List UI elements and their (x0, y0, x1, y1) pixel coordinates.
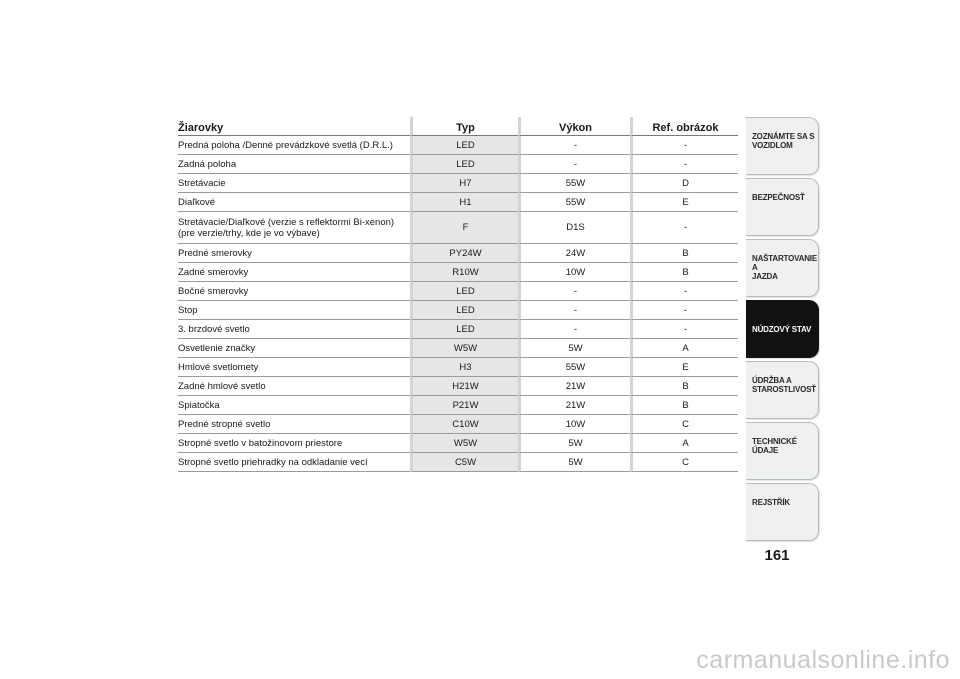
bulb-type: W5W (410, 339, 518, 358)
bulb-name (178, 301, 410, 320)
bulb-power: 5W (518, 453, 630, 472)
bulb-ref: B (630, 244, 738, 263)
table-row (178, 320, 738, 339)
bulb-power: - (518, 282, 630, 301)
bulb-name (178, 155, 410, 174)
bulb-power: - (518, 301, 630, 320)
chapter-tab-label: NAŠTARTOVANIE A (752, 254, 817, 272)
bulb-type: R10W (410, 263, 518, 282)
bulb-name-line: Stropné svetlo priehradky na odkladanie vecí (178, 456, 368, 468)
table-row (178, 244, 738, 263)
bulb-name (178, 415, 410, 434)
bulb-type: PY24W (410, 244, 518, 263)
bulb-name (178, 453, 410, 472)
watermark: carmanualsonline.info (696, 646, 950, 674)
bulb-name-line: Hmlové svetlomety (178, 361, 259, 373)
bulb-type: LED (410, 136, 518, 155)
bulb-name (178, 320, 410, 339)
chapter-tab-label: VOZIDLOM (752, 141, 793, 150)
bulb-name (178, 434, 410, 453)
chapter-tab-label: REJSTŘÍK (752, 498, 790, 507)
table-row (178, 193, 738, 212)
table-row (178, 358, 738, 377)
table-row (178, 377, 738, 396)
bulb-ref: C (630, 415, 738, 434)
bulb-name (178, 212, 410, 244)
bulb-power: 10W (518, 415, 630, 434)
bulb-ref: - (630, 136, 738, 155)
bulb-power: - (518, 320, 630, 339)
bulb-name-line: 3. brzdové svetlo (178, 323, 250, 335)
bulb-ref: C (630, 453, 738, 472)
chapter-tab[interactable] (746, 178, 819, 236)
table-row (178, 396, 738, 415)
table-row (178, 155, 738, 174)
table-row (178, 415, 738, 434)
table-row (178, 282, 738, 301)
chapter-tab[interactable] (746, 422, 819, 480)
bulb-power: - (518, 155, 630, 174)
bulb-ref: B (630, 396, 738, 415)
bulb-power: - (518, 136, 630, 155)
bulb-name-line: Predné stropné svetlo (178, 418, 271, 430)
header-type: Typ (410, 117, 518, 136)
bulb-type: LED (410, 320, 518, 339)
chapter-tab-label: ÚDRŽBA A (752, 376, 792, 385)
bulb-name (178, 193, 410, 212)
bulb-power: D1S (518, 212, 630, 244)
bulb-name-line: Stropné svetlo v batožinovom priestore (178, 437, 343, 449)
header-ref: Ref. obrázok (630, 117, 738, 136)
page-number: 161 (764, 547, 790, 564)
bulb-name-line: (pre verzie/trhy, kde je vo výbave) (178, 227, 320, 239)
table-row (178, 434, 738, 453)
bulb-ref: - (630, 320, 738, 339)
bulb-ref: D (630, 174, 738, 193)
bulb-type: H7 (410, 174, 518, 193)
bulb-power: 5W (518, 339, 630, 358)
bulb-name-line: Diaľkové (178, 196, 216, 208)
bulb-name (178, 263, 410, 282)
bulb-type: H3 (410, 358, 518, 377)
chapter-tab-label: NÚDZOVÝ STAV (752, 325, 812, 334)
table-row (178, 453, 738, 472)
bulb-ref: B (630, 263, 738, 282)
bulb-type: W5W (410, 434, 518, 453)
bulb-ref: - (630, 282, 738, 301)
bulb-type: H1 (410, 193, 518, 212)
bulb-name-line: Zadné hmlové svetlo (178, 380, 266, 392)
chapter-tab[interactable] (746, 300, 819, 358)
header-bulbs: Žiarovky (178, 117, 410, 136)
bulb-name-line: Stretávacie/Diaľkové (verzie s reflektormi Bi-xenon) (178, 216, 395, 228)
chapter-tab[interactable] (746, 483, 819, 541)
chapter-tab-label: STAROSTLIVOSŤ (752, 385, 816, 394)
bulb-type: F (410, 212, 518, 244)
bulb-ref: - (630, 212, 738, 244)
bulb-name-line: Stop (178, 304, 198, 316)
chapter-tab-label: BEZPEČNOSŤ (752, 193, 805, 202)
bulb-ref: E (630, 358, 738, 377)
table-row (178, 174, 738, 193)
bulb-type: LED (410, 282, 518, 301)
bulb-type: P21W (410, 396, 518, 415)
bulb-name-line: Predná poloha /Denné prevádzkové svetlá (D.R.L.) (178, 139, 393, 151)
bulb-name (178, 339, 410, 358)
bulb-ref: A (630, 434, 738, 453)
chapter-tab-label: JAZDA (752, 272, 778, 281)
chapter-tab-label: TECHNICKÉ ÚDAJE (752, 437, 797, 455)
table-row (178, 263, 738, 282)
bulb-name (178, 244, 410, 263)
bulb-name-line: Stretávacie (178, 177, 226, 189)
table-row (178, 212, 738, 244)
table-row (178, 339, 738, 358)
bulb-ref: B (630, 377, 738, 396)
bulb-name (178, 377, 410, 396)
bulb-ref: A (630, 339, 738, 358)
bulb-power: 55W (518, 358, 630, 377)
table-header-row (178, 117, 738, 136)
bulb-type: H21W (410, 377, 518, 396)
bulb-type: LED (410, 155, 518, 174)
bulb-name (178, 174, 410, 193)
bulb-power: 21W (518, 396, 630, 415)
bulb-name-line: Zadné smerovky (178, 266, 249, 278)
chapter-tab[interactable] (746, 361, 819, 419)
header-power: Výkon (518, 117, 630, 136)
bulb-name-line: Spiatočka (178, 399, 220, 411)
bulb-name (178, 396, 410, 415)
bulb-name (178, 282, 410, 301)
bulb-name-line: Predné smerovky (178, 247, 252, 259)
bulb-name (178, 136, 410, 155)
bulb-power: 5W (518, 434, 630, 453)
bulb-name (178, 358, 410, 377)
bulb-type: C10W (410, 415, 518, 434)
bulb-type: LED (410, 301, 518, 320)
bulb-power: 55W (518, 174, 630, 193)
table-row (178, 301, 738, 320)
bulb-table (178, 117, 738, 472)
chapter-tab[interactable] (746, 239, 819, 297)
chapter-tab[interactable] (746, 117, 819, 175)
bulb-power: 10W (518, 263, 630, 282)
bulb-name-line: Bočné smerovky (178, 285, 249, 297)
bulb-ref: - (630, 301, 738, 320)
bulb-power: 24W (518, 244, 630, 263)
bulb-power: 55W (518, 193, 630, 212)
bulb-ref: - (630, 155, 738, 174)
bulb-name-line: Osvetlenie značky (178, 342, 256, 354)
bulb-power: 21W (518, 377, 630, 396)
chapter-tabs (746, 117, 819, 544)
bulb-type: C5W (410, 453, 518, 472)
bulb-name-line: Zadná poloha (178, 158, 237, 170)
bulb-ref: E (630, 193, 738, 212)
table-row (178, 136, 738, 155)
chapter-tab-label: ZOZNÁMTE SA S (752, 132, 815, 141)
